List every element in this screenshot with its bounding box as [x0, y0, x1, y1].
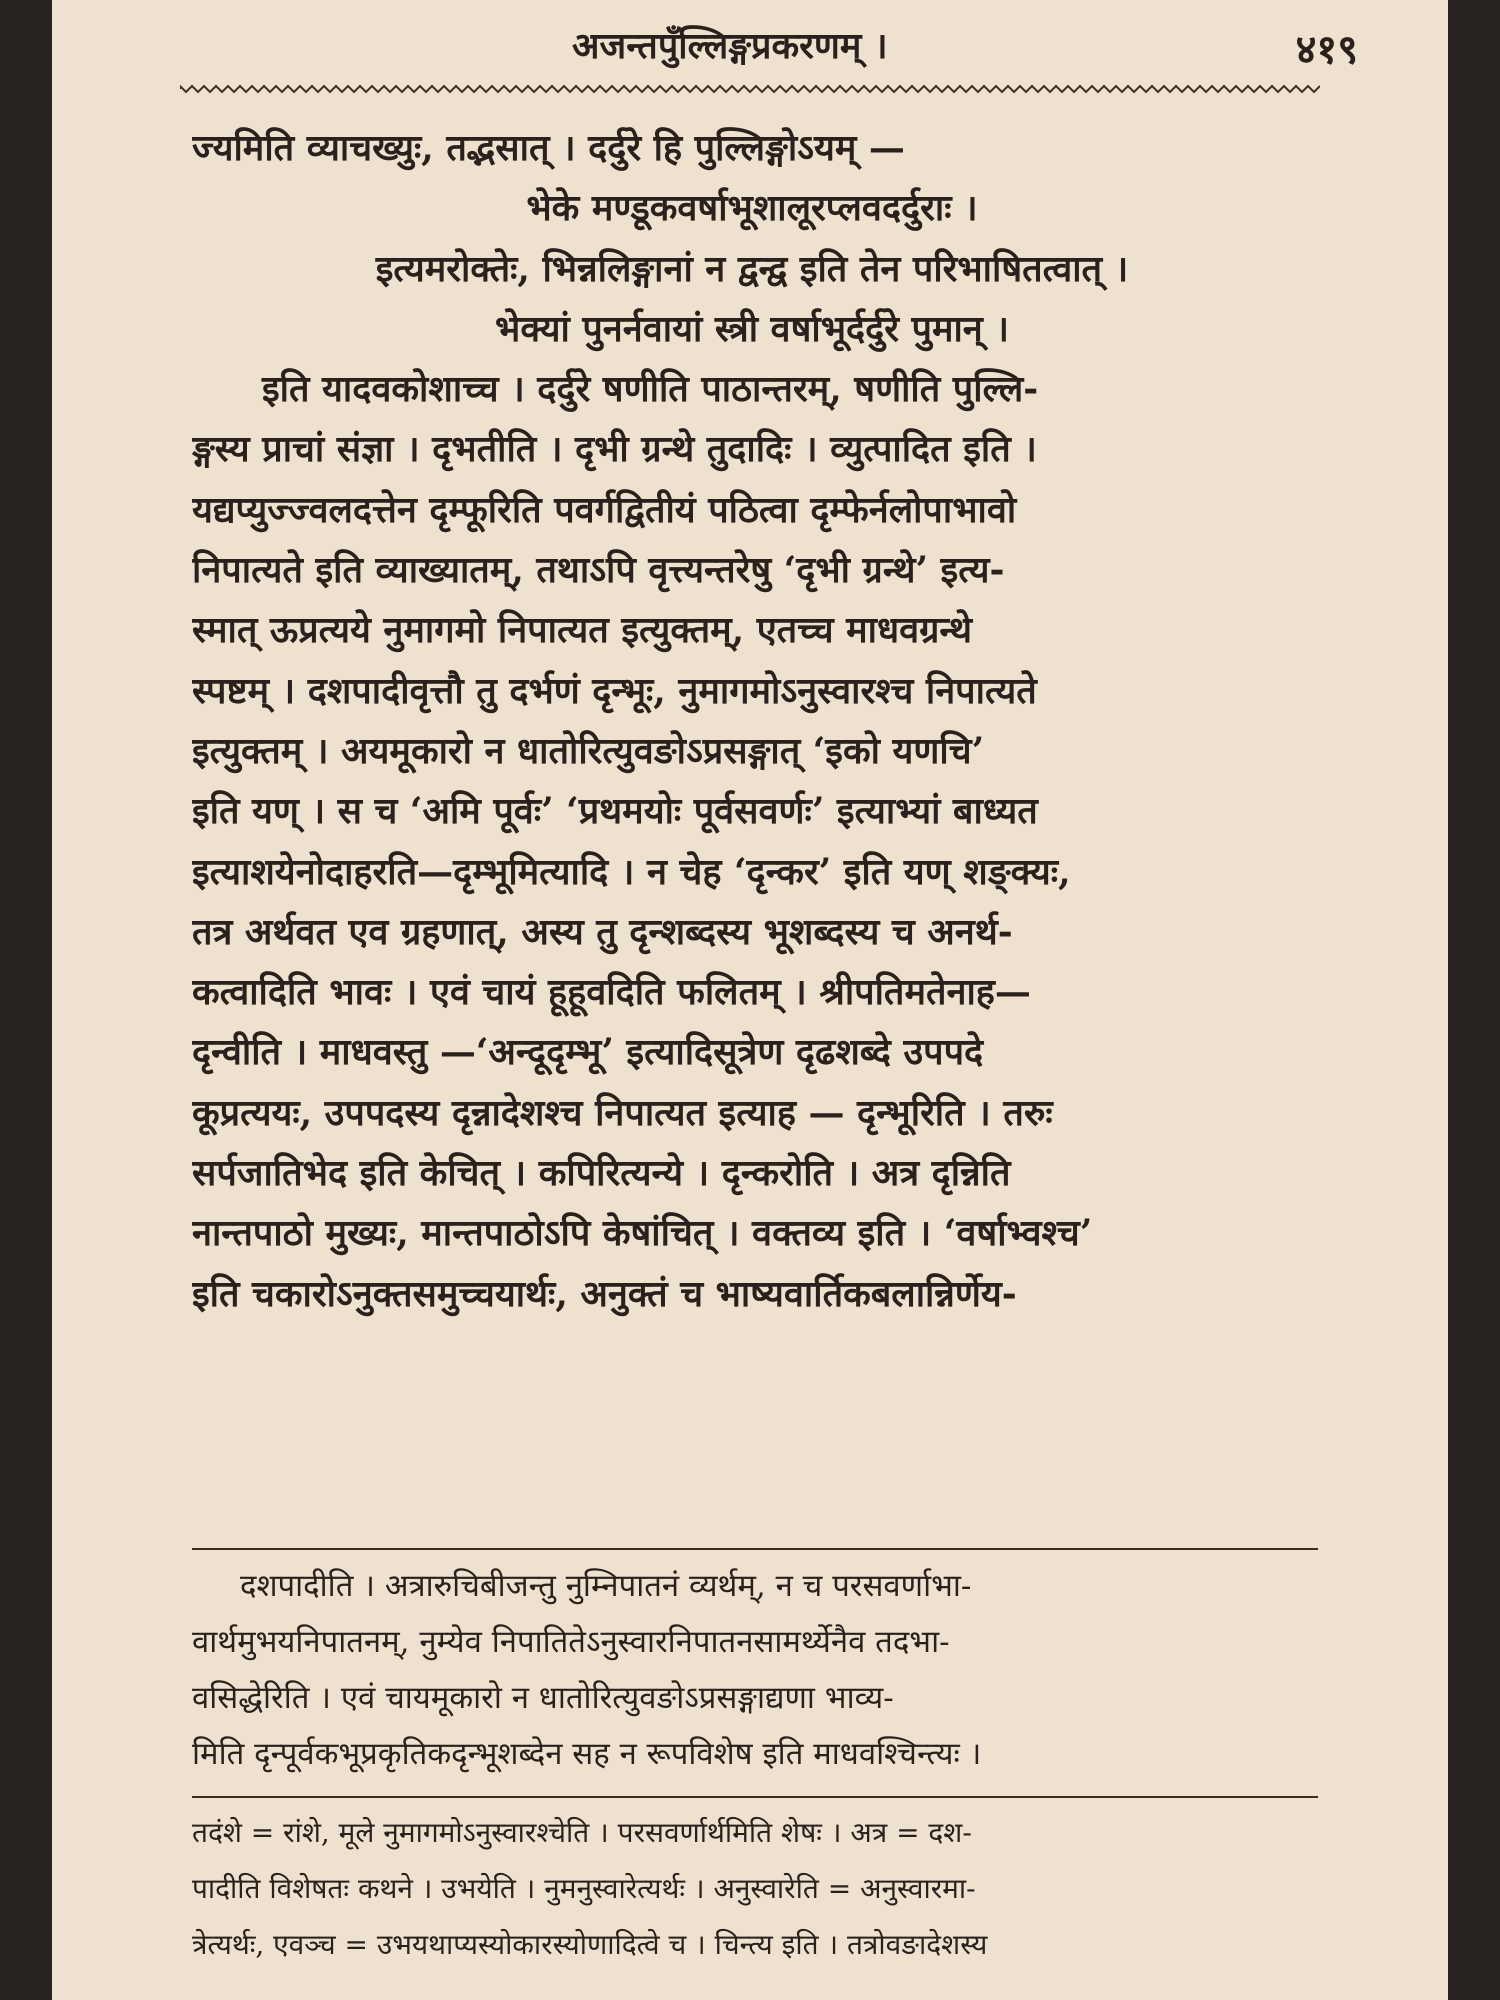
- running-title: अजन्तपुँल्लिङ्गप्रकरणम् ।: [572, 25, 888, 67]
- verse-line: भेके मण्डूकवर्षाभूशालूरप्लवदर्दुराः ।: [526, 187, 978, 230]
- footnote-line: त्रेत्यर्थः, एवञ्च = उभयथाप्यस्योकारस्योणादित्वे च । चिन्त्य इति । तत्रोवङादेशस्य: [192, 1928, 988, 1961]
- running-head: [52, 20, 1448, 80]
- footnote-line: पादीति विशेषतः कथने । उभयेति । नुमनुस्वारेत्यर्थः । अनुस्वारेति = अनुस्वारमा-: [192, 1872, 976, 1905]
- footnote-line: तदंशे = रांशे, मूले नुमागमोऽनुस्वारश्चेति । परसवर्णार्थमिति शेषः । अत्र = दश-: [192, 1816, 972, 1849]
- text-line: इति यादवकोशाच्च । दर्दुरे षणीति पाठान्तरम्, षणीति पुल्लि-: [262, 368, 1039, 411]
- footnote-line: मिति दृन्पूर्वकभूप्रकृतिकदृन्भूशब्देन सह न रूपविशेष इति माधवश्चिन्त्यः ।: [192, 1736, 982, 1772]
- main-text: [192, 118, 1312, 1324]
- verse-line: भेक्यां पुनर्नवायां स्त्री वर्षाभूर्दर्दुरे पुमान् ।: [495, 307, 1009, 350]
- text-line: इत्यमरोक्तेः, भिन्नलिङ्गानां न द्वन्द्व इति तेन परिभाषितत्वात् ।: [375, 247, 1129, 290]
- text-line: नान्तपाठो मुख्यः, मान्तपाठोऽपि केषांचित् । वक्तव्य इति । ‘वर्षाभ्वश्च’: [192, 1212, 1093, 1255]
- page-number: ४१९: [1295, 26, 1358, 73]
- text-line: कूप्रत्ययः, उपपदस्य दृन्नादेशश्च निपात्यत इत्याह — दृन्भूरिति । तरुः: [192, 1091, 1053, 1134]
- footnote-line: दशपादीति । अत्रारुचिबीजन्तु नुम्निपातनं व्यर्थम्, न च परसवर्णाभा-: [240, 1568, 972, 1604]
- footnote-line: वार्थमुभयनिपातनम्, नुम्येव निपातितेऽनुस्वारनिपातनसामर्थ्येनैव तदभा-: [192, 1624, 950, 1660]
- text-line: सर्पजातिभेद इति केचित् । कपिरित्यन्ये । दृन्करोति । अत्र दृन्निति: [192, 1152, 1011, 1195]
- text-line: स्मात् ऊप्रत्यये नुमागमो निपात्यत इत्युक्तम्, एतच्च माधवग्रन्थे: [192, 609, 973, 652]
- scanned-page: [52, 0, 1448, 2000]
- footnote-divider: [192, 1548, 1318, 1550]
- footnote-line: वसिद्धेरिति । एवं चायमूकारो न धातोरित्युवङोऽप्रसङ्गाद्यणा भाव्य-: [192, 1680, 894, 1716]
- text-line: स्पष्टम् । दशपादीवृत्तौ तु दर्भणं दृन्भूः, नुमागमोऽनुस्वारश्च निपात्यते: [192, 669, 1037, 712]
- text-line: ज्यमिति व्याचख्युः, तद्भसात् । दर्दुरे हि पुल्लिङ्गोऽयम् —: [192, 127, 905, 169]
- footnote-block-1: [192, 1558, 1318, 1782]
- text-line: तत्र अर्थवत एव ग्रहणात्, अस्य तु दृन्शब्दस्य भूशब्दस्य च अनर्थ-: [192, 910, 1013, 953]
- footnote-divider: [192, 1796, 1318, 1798]
- text-line: इत्याशयेनोदाहरति—दृम्भूमित्यादि । न चेह ‘दृन्कर’ इति यण् शङ्क्यः,: [192, 850, 1071, 893]
- text-line: निपात्यते इति व्याख्यातम्, तथाऽपि वृत्त्यन्तरेषु ‘दृभी ग्रन्थे’ इत्य-: [192, 549, 1005, 592]
- footnote-block-2: [192, 1805, 1318, 1973]
- text-line: इत्युक्तम् । अयमूकारो न धातोरित्युवङोऽप्रसङ्गात् ‘इको यणचि’: [192, 729, 985, 772]
- text-line: यद्यप्युज्ज्वलदत्तेन दृम्फूरिति पवर्गद्वितीयं पठित्वा दृम्फेर्नलोपाभावो: [192, 488, 1017, 531]
- text-line: इति यण् । स च ‘अमि पूर्वः’ ‘प्रथमयोः पूर्वसवर्णः’ इत्याभ्यां बाध्यत: [192, 790, 1038, 833]
- text-line: इति चकारोऽनुक्तसमुच्चयार्थः, अनुक्तं च भाष्यवार्तिकबलान्निर्णेय-: [192, 1272, 1017, 1315]
- text-line: कत्वादिति भावः । एवं चायं हूहूवदिति फलितम् । श्रीपतिमतेनाह—: [192, 971, 1031, 1014]
- wavy-rule: [180, 82, 1320, 96]
- text-line: ङ्गस्य प्राचां संज्ञा । दृभतीति । दृभी ग्रन्थे तुदादिः । व्युत्पादित इति ।: [192, 428, 1037, 471]
- text-line: दृन्वीति । माधवस्तु —‘अन्दूदृम्भू’ इत्यादिसूत्रेण दृढशब्दे उपपदे: [192, 1031, 984, 1074]
